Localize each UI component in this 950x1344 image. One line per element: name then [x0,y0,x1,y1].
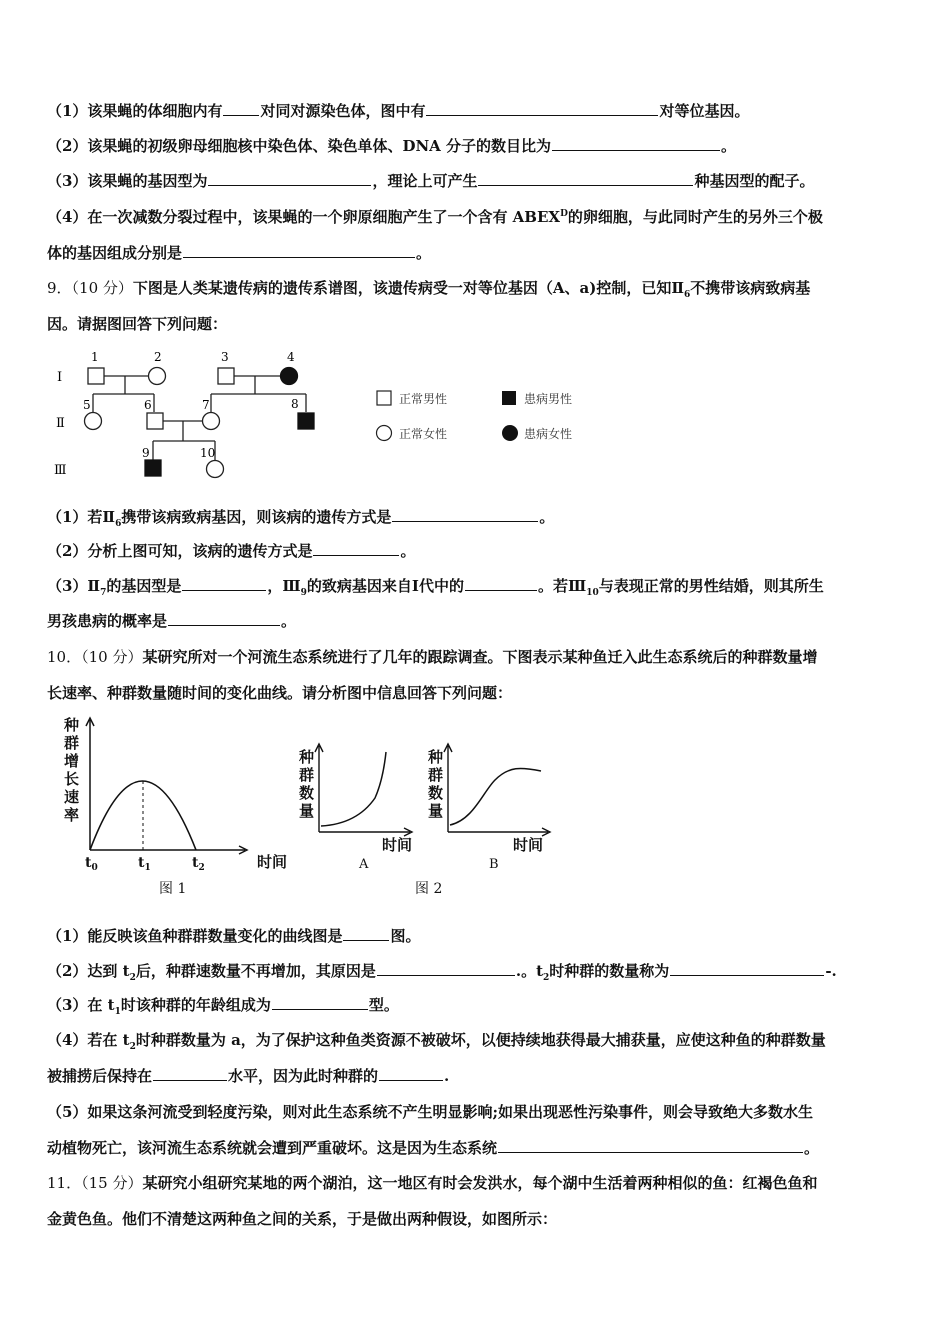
id-label: 2 [154,350,162,364]
q10-part1: （1）能反映该鱼种群群数量变化的曲线图是 图。 [47,927,421,945]
q9-stem: 9．（10 分）下图是人类某遗传病的遗传系谱图，该遗传病受一对等位基因（A、a)控制，已知$Ⅱ_6$不携带该病致病基 [47,279,811,300]
answer-blank[interactable] [465,576,537,591]
fig1-xlabel: 时间 [257,853,288,871]
q8-part3: （3）该果蝇的基因型为 ，理论上可产生 种基因型的配子。 [47,172,815,190]
answer-blank[interactable] [392,507,538,522]
fig2a-ylabel-char: 种 [299,748,315,766]
id-label: 7 [202,398,210,412]
answer-blank[interactable] [168,611,280,626]
legend-normal-male-symbol [377,391,391,405]
individual-8-affected-male [298,413,314,429]
answer-blank[interactable] [313,541,399,556]
fig1-tick-t2: $t_2$ [192,855,205,873]
answer-blank[interactable] [182,576,266,591]
fig1-growth-curve [90,781,196,850]
fig2b-xlabel: 时间 [513,836,544,854]
fig2b-ylabel-char: 数 [428,784,444,802]
fig2-caption: 图 2 [415,881,443,897]
legend-normal-male-label: 正常男性 [399,392,448,406]
fig1-caption: 图 1 [159,881,187,897]
individual-10-normal-female [207,461,224,478]
q10-part2: （2）达到 $t_2$后，种群速数量不再增加，其原因是 .。$t_2$时种群的数量称为 -. [47,962,837,983]
fig2a-xlabel: 时间 [382,836,413,854]
q10-part3: （3）在 $t_1$时该种群的年龄组成为 型。 [47,996,399,1017]
fig2-label-b: B [489,857,499,872]
fig2-label-a: A [359,857,369,872]
q10-stem: 10．（10 分）某研究所对一个河流生态系统进行了几年的跟踪调查。下图表示某种鱼迁入此生态系统后的种群数量增 [47,648,818,666]
q10-part4-cont: 被捕捞后保持在 水平，因为此时种群的 . [47,1067,450,1085]
answer-blank[interactable] [153,1066,227,1081]
individual-4-affected-female [281,368,298,385]
fig2a-j-curve [321,752,386,826]
q8-part2: （2）该果蝇的初级卵母细胞核中染色体、染色单体、DNA 分子的数目比为 。 [47,137,737,155]
id-label: 4 [287,350,295,364]
fig1-ylabel-char: 群 [64,734,80,752]
figure-1-growth-rate [60,712,300,902]
legend-normal-female-label: 正常女性 [399,427,448,441]
legend-affected-male-label: 患病男性 [524,392,573,406]
answer-blank[interactable] [223,101,259,116]
id-label: 1 [91,350,99,364]
answer-blank[interactable] [379,1066,443,1081]
fig1-ylabel-char: 率 [64,806,80,824]
answer-blank[interactable] [670,961,824,976]
id-label: 10 [200,446,216,460]
individual-3-normal-male [218,368,234,384]
legend-affected-male-symbol [502,391,516,405]
q9-part1: （1）若$Ⅱ_6$携带该病致病基因，则该病的遗传方式是 。 [47,508,555,529]
q9-part3: $(3)Ⅱ_7$的基因型是 ，$Ⅲ_9$的致病基因来自Ⅰ代中的 。若$Ⅲ_{10}$与表现正常的男性结婚，则其所生 [47,577,824,598]
q8-part1: （1）该果蝇的体细胞内有 对同对源染色体，图中有 对等位基因。 [47,102,750,120]
answer-blank[interactable] [426,101,658,116]
individual-9-affected-male [145,460,161,476]
q8-part4-cont: 体的基因组成分别是 。 [47,244,432,262]
q11-stem-cont: 金黄色鱼。他们不清楚这两种鱼之间的关系，于是做出两种假设，如图所示： [47,1210,558,1228]
id-label: 5 [83,398,91,412]
pedigree-chart [45,340,605,490]
q10-part5: （5）如果这条河流受到轻度污染，则对此生态系统不产生明显影响;如果出现恶性污染事件，则会导致绝大多数水生 [47,1103,813,1121]
fig2b-ylabel-char: 群 [428,766,444,784]
q9-part2: （2）分析上图可知，该病的遗传方式是 。 [47,542,416,560]
q9-part3-cont: 男孩患病的概率是 。 [47,612,297,630]
generation-label-2: Ⅱ [56,416,65,431]
id-label: 8 [291,397,299,411]
legend-affected-female-symbol [502,425,518,441]
fig2b-s-curve [450,768,541,825]
legend-affected-female-label: 患病女性 [524,427,573,441]
fig2a-ylabel-char: 群 [299,766,315,784]
id-label: 9 [142,446,150,460]
individual-5-normal-female [85,413,102,430]
fig2b-ylabel-char: 种 [428,748,444,766]
fig1-tick-t1: $t_1$ [138,855,151,873]
generation-label-3: Ⅲ [54,463,67,478]
q10-stem-cont: 长速率、种群数量随时间的变化曲线。请分析图中信息回答下列问题： [47,684,513,702]
answer-blank[interactable] [498,1138,803,1153]
answer-blank[interactable] [183,243,415,258]
fig1-ylabel-char: 长 [64,770,80,788]
q8-part4: （4）在一次减数分裂过程中，该果蝇的一个卵原细胞产生了一个含有 $ABEX^D$的卵细胞，与此同时产生的另外三个极 [47,208,823,226]
q11-stem: 11．（15 分）某研究小组研究某地的两个湖泊，这一地区有时会发洪水，每个湖中生活着两种相似的鱼：红褐色鱼和 [47,1174,818,1192]
fig1-ylabel-char: 速 [64,788,80,806]
fig2b-ylabel-char: 量 [428,802,444,820]
fig2a-ylabel-char: 数 [299,784,315,802]
legend-normal-female-symbol [377,426,392,441]
answer-blank[interactable] [478,171,693,186]
answer-blank[interactable] [208,171,371,186]
fig2a-ylabel-char: 量 [299,802,315,820]
fig1-ylabel-char: 种 [64,716,80,734]
q10-part4: （4）若在 $t_2$时种群数量为 a，为了保护这种鱼类资源不被破坏，以便持续地获得最大捕获量，应使这种鱼的种群数量 [47,1031,826,1052]
generation-label-1: Ⅰ [57,370,63,385]
answer-blank[interactable] [343,926,389,941]
individual-2-normal-female [149,368,166,385]
figure-2-population-size [295,740,565,900]
individual-1-normal-male [88,368,104,384]
answer-blank[interactable] [272,995,368,1010]
id-label: 6 [144,398,152,412]
q9-stem-cont: 因。请据图回答下列问题： [47,315,228,333]
answer-blank[interactable] [377,961,515,976]
id-label: 3 [221,350,229,364]
answer-blank[interactable] [552,136,720,151]
individual-6-normal-male [147,413,163,429]
fig1-tick-t0: $t_0$ [85,855,98,873]
individual-7-normal-female [203,413,220,430]
fig1-ylabel-char: 增 [64,752,80,770]
q10-part5-cont: 动植物死亡，该河流生态系统就会遭到严重破坏。这是因为生态系统 。 [47,1139,820,1157]
